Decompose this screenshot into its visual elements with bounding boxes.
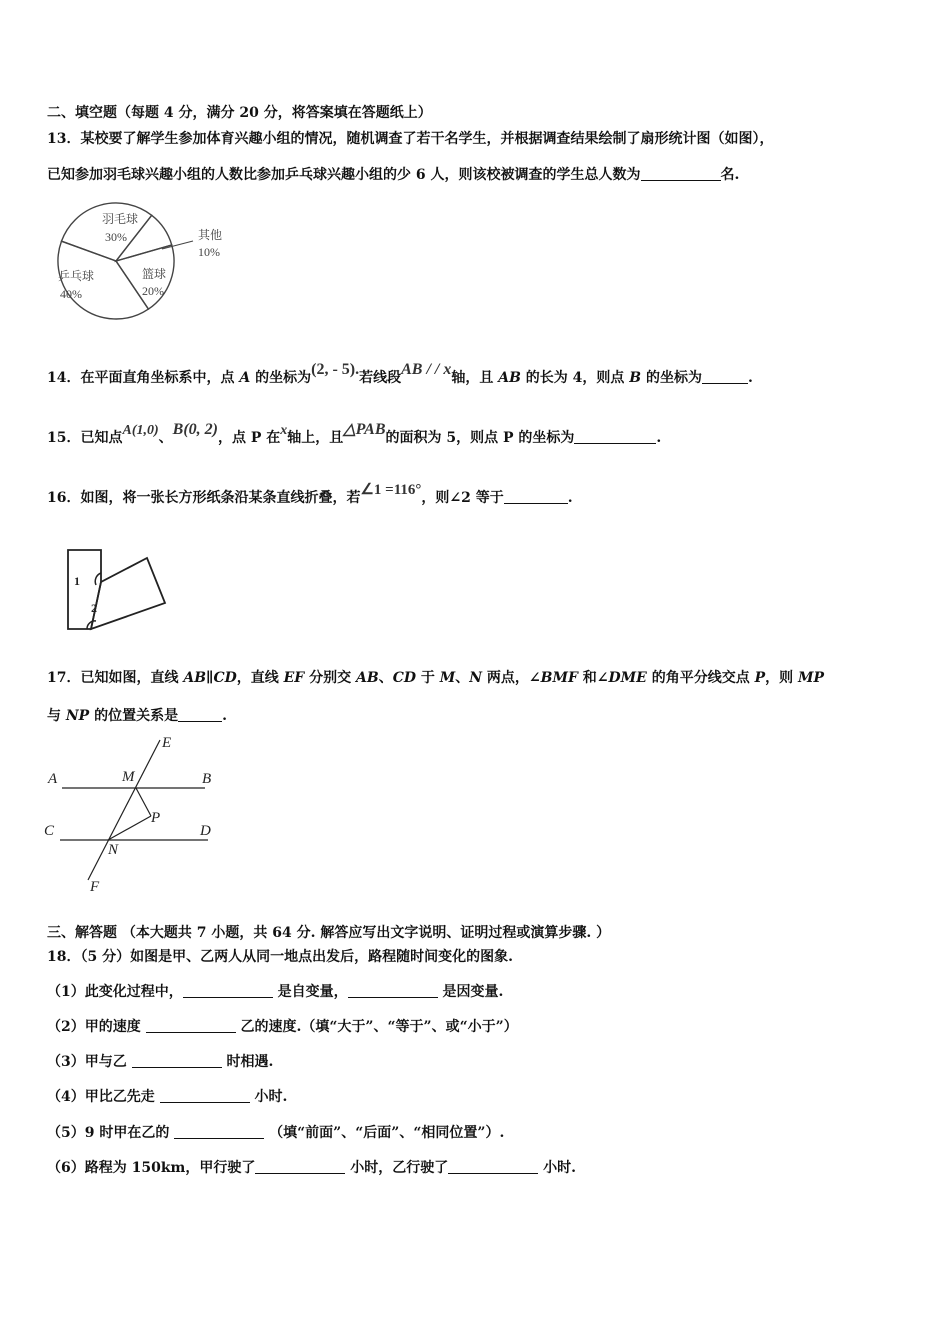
q17-t7: ，则 bbox=[765, 670, 798, 686]
q17-label-n: N bbox=[108, 842, 119, 858]
q17-t8: 与 bbox=[47, 708, 66, 724]
q17-t2: ，直线 bbox=[236, 670, 284, 686]
q17-ef: EF bbox=[283, 670, 305, 686]
q18-part3 bbox=[47, 1052, 273, 1072]
q17-label-d: D bbox=[200, 823, 211, 839]
q17-label-e: E bbox=[162, 735, 172, 751]
pie-label-pingpong: 乒乓球 bbox=[58, 269, 95, 283]
section-2-heading: 二、填空题（每题 4 分，满分 20 分，将答案填在答题纸上） bbox=[47, 105, 432, 121]
q15-sep: 、 bbox=[158, 430, 173, 446]
q13-answer-blank bbox=[641, 166, 721, 181]
q15-mid1: ，点 P 在 bbox=[217, 430, 281, 446]
q17-t5: 两点， bbox=[482, 670, 529, 686]
q14-point-b: B bbox=[629, 370, 642, 386]
q18-p6-b: 小时，乙行驶了 bbox=[350, 1160, 449, 1176]
q16-prefix: 16．如图，将一张长方形纸条沿某条直线折叠，若 bbox=[47, 490, 361, 506]
q15-prefix: 15．已知点 bbox=[47, 430, 123, 446]
q17-ab-par-cd: AB∥CD bbox=[183, 670, 237, 686]
q14-end: . bbox=[748, 370, 753, 386]
pie-label-badminton: 羽毛球 bbox=[102, 212, 139, 226]
q17-t3: 分别交 bbox=[304, 670, 356, 686]
q17-label-m: M bbox=[122, 769, 135, 785]
q18-part6 bbox=[47, 1158, 576, 1178]
q13-text: 已知参加羽毛球兴趣小组的人数比参加乒乓球兴趣小组的少 6 人，则该校被调查的学生总人数为 bbox=[47, 167, 641, 183]
q13-line1: 13．某校要了解学生参加体育兴趣小组的情况，随机调查了若干名学生，并根据调查结果绘制了扇形统计图（如图）， bbox=[47, 131, 774, 147]
pie-value-pingpong: 40% bbox=[60, 287, 82, 301]
q18-p3-num: （3） bbox=[47, 1054, 85, 1070]
q17-line2 bbox=[47, 706, 227, 726]
q18-p4-b: 小时. bbox=[254, 1089, 288, 1105]
pie-value-badminton: 30% bbox=[105, 230, 127, 244]
pie-value-basketball: 20% bbox=[142, 284, 164, 298]
q18-p3-b: 时相遇. bbox=[226, 1054, 274, 1070]
q15-tail: 的面积为 5，则点 P 的坐标为 bbox=[385, 430, 575, 446]
q13-tail: 名. bbox=[720, 167, 740, 183]
q18-part2 bbox=[47, 1017, 518, 1037]
q15-end: . bbox=[656, 430, 662, 446]
q17-np: NP bbox=[65, 708, 90, 724]
q14-mid2: 若线段 bbox=[359, 370, 402, 386]
q17-t4: 于 bbox=[416, 670, 440, 686]
q18-p2-num: （2） bbox=[47, 1019, 85, 1035]
q17-label-p: P bbox=[151, 810, 161, 826]
q17-p: P bbox=[754, 670, 766, 686]
q14-tail: 的坐标为 bbox=[641, 370, 702, 386]
q18-p4-num: （4） bbox=[47, 1089, 85, 1105]
q13-pie-chart bbox=[50, 195, 235, 330]
q14-mid1: 的坐标为 bbox=[250, 370, 312, 386]
q16-end: . bbox=[567, 490, 573, 506]
q15-line bbox=[47, 421, 662, 449]
q18-p1-num: （1） bbox=[47, 984, 85, 1000]
q14-seg-ab: AB bbox=[498, 370, 521, 386]
q17-label-b: B bbox=[202, 771, 212, 787]
q17-sep2: 、 bbox=[455, 670, 470, 686]
q18-p2-a: 甲的速度 bbox=[84, 1019, 141, 1035]
q15-point-b: B(0, 2) bbox=[172, 421, 218, 438]
q16-answer-blank bbox=[504, 489, 568, 504]
q14-mid3: 轴，且 bbox=[451, 370, 499, 386]
q17-n: N bbox=[469, 670, 483, 686]
q18-p6-a: 路程为 150km，甲行驶了 bbox=[84, 1160, 256, 1176]
q17-end: . bbox=[222, 708, 227, 724]
q18-p5-b: （填“前面”、“后面”、“相同位置”）. bbox=[269, 1125, 505, 1141]
q17-ab: AB bbox=[356, 670, 379, 686]
q17-line1 bbox=[47, 668, 824, 688]
q17-label-f: F bbox=[90, 879, 100, 895]
q18-p3-a: 甲与乙 bbox=[84, 1054, 127, 1070]
q18-p5-num: （5） bbox=[47, 1125, 85, 1141]
q18-p2-b: 乙的速度.（填“大于”、“等于”、或“小于”） bbox=[240, 1019, 518, 1035]
pie-callout-line bbox=[162, 241, 193, 249]
q18-p6-c: 小时. bbox=[543, 1160, 576, 1176]
q17-t1: 17．已知如图，直线 bbox=[47, 670, 184, 686]
section-3-heading: 三、解答题 （本大题共 7 小题，共 64 分. 解答应写出文字说明、证明过程或演算步骤. ） bbox=[47, 925, 611, 941]
q18-p1-blank1 bbox=[183, 983, 273, 998]
q18-p1-a: 此变化过程中， bbox=[84, 984, 183, 1000]
q18-p1-c: 是因变量. bbox=[442, 984, 504, 1000]
q16-line bbox=[47, 482, 573, 508]
q15-answer-blank bbox=[574, 429, 656, 444]
q17-label-a: A bbox=[48, 771, 58, 787]
q14-line bbox=[47, 361, 753, 388]
q18-p1-b: 是自变量， bbox=[277, 984, 348, 1000]
q14-point-a: A bbox=[239, 370, 251, 386]
q18-p2-blank bbox=[146, 1018, 236, 1033]
q18-p6-blank2 bbox=[448, 1159, 538, 1174]
q17-ang-dme: ∠DME bbox=[596, 670, 647, 686]
q18-p3-blank bbox=[132, 1053, 222, 1068]
pie-value-other: 10% bbox=[198, 245, 220, 259]
q18-p4-blank bbox=[160, 1088, 250, 1103]
q15-axis: x bbox=[280, 423, 288, 438]
q17-ang-bmf: ∠BMF bbox=[528, 670, 578, 686]
q17-cd: CD bbox=[392, 670, 416, 686]
q17-m: M bbox=[439, 670, 456, 686]
q18-p4-a: 甲比乙先走 bbox=[84, 1089, 155, 1105]
pie-label-basketball: 篮球 bbox=[142, 267, 167, 281]
q18-p5-blank bbox=[174, 1124, 264, 1139]
q18-part4 bbox=[47, 1087, 287, 1107]
q15-mid2: 轴上，且 bbox=[287, 430, 344, 446]
q14-segment: AB / / x bbox=[401, 361, 452, 378]
q18-intro: 18．（5 分）如图是甲、乙两人从同一地点出发后，路程随时间变化的图象. bbox=[47, 949, 513, 965]
q17-t9: 的位置关系是 bbox=[89, 708, 179, 724]
q16-fold-figure bbox=[60, 545, 175, 635]
q16-angle: ∠1 =116° bbox=[360, 482, 422, 498]
pie-label-other: 其他 bbox=[198, 228, 223, 242]
q18-p1-blank2 bbox=[348, 983, 438, 998]
q16-tail: ，则∠2 等于 bbox=[421, 490, 504, 506]
q17-figure bbox=[40, 730, 230, 895]
q17-and: 和 bbox=[577, 670, 597, 686]
q18-part1 bbox=[47, 982, 503, 1002]
q16-angle-2-label: 2 bbox=[91, 601, 97, 615]
q17-t6: 的角平分线交点 bbox=[646, 670, 755, 686]
q17-mp: MP bbox=[798, 670, 825, 686]
q18-p6-num: （6） bbox=[47, 1160, 85, 1176]
q18-p6-blank1 bbox=[255, 1159, 345, 1174]
q14-mid4: 的长为 4，则点 bbox=[520, 370, 630, 386]
q13-line2 bbox=[47, 165, 739, 185]
q14-answer-blank bbox=[702, 369, 748, 384]
q18-p5-a: 9 时甲在乙的 bbox=[84, 1125, 170, 1141]
q14-coord: (2, - 5). bbox=[311, 361, 360, 378]
q17-label-c: C bbox=[44, 823, 55, 839]
q17-sep1: 、 bbox=[378, 670, 393, 686]
q15-triangle: △PAB bbox=[343, 421, 386, 438]
q16-angle-1-label: 1 bbox=[74, 574, 80, 588]
q17-answer-blank bbox=[178, 707, 222, 722]
q18-part5 bbox=[47, 1123, 504, 1143]
q15-point-a: A(1,0) bbox=[122, 423, 159, 438]
q14-prefix: 14．在平面直角坐标系中，点 bbox=[47, 370, 240, 386]
